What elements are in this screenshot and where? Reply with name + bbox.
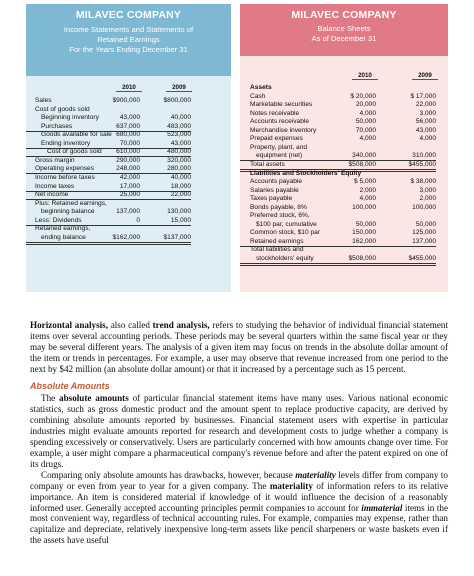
p2-text-a: The bbox=[41, 393, 60, 404]
balance-row-label: $100 par, cumulative bbox=[256, 220, 317, 228]
balance-row-value-2010: $ 20,000 bbox=[350, 92, 376, 100]
balance-row-value-2009: 50,000 bbox=[415, 220, 436, 228]
balance-row-value-2010: 50,000 bbox=[355, 118, 376, 126]
balance-row-label: equipment (net) bbox=[256, 152, 303, 160]
p3-text-d: items in the most convenient way, regardless of technical accounting rules. For example, companies may expense, rather than capitalize and depreciate, relatively inexpensive long-term assets like pencil sharpeners or waste baskets even if the assets have useful bbox=[30, 502, 449, 546]
balance-row-label: Cash bbox=[250, 92, 266, 100]
income-subtitle-2: Retained Earnings bbox=[97, 35, 160, 44]
income-row-label: Net income bbox=[35, 191, 69, 199]
balance-row-value-2009: 22,000 bbox=[415, 101, 436, 109]
balance-year-2009: 2009 bbox=[412, 72, 438, 80]
income-row-label: Beginning inventory bbox=[41, 114, 99, 122]
balance-row-label: Common stock, $10 par bbox=[250, 229, 320, 237]
income-statement-panel bbox=[26, 4, 231, 292]
income-row-value-2010: 17,000 bbox=[26, 183, 140, 192]
income-row-label: Ending inventory bbox=[41, 139, 91, 147]
term-materiality: materiality bbox=[295, 469, 336, 480]
income-row-label: Cost of goods sold bbox=[47, 148, 102, 156]
income-row-label: Sales bbox=[35, 97, 52, 104]
balance-row-label: Total assets bbox=[250, 160, 285, 168]
balance-row-value-2009: 3,000 bbox=[419, 109, 436, 117]
balance-row-value-2009: 2,000 bbox=[419, 195, 436, 203]
balance-sheet-header bbox=[240, 4, 448, 56]
balance-row-value-2009: 4,000 bbox=[419, 135, 436, 143]
balance-row-value-2009: 310,000 bbox=[240, 152, 436, 161]
balance-row-value-2010: 150,000 bbox=[352, 229, 376, 237]
income-row-label: Operating expenses bbox=[35, 165, 95, 173]
income-row-value-2010: 70,000 bbox=[26, 140, 140, 149]
term-absolute-amounts: absolute amounts bbox=[59, 393, 129, 404]
income-row-value-2010: 610,000 bbox=[26, 148, 140, 157]
balance-row-label: Accounts payable bbox=[250, 178, 303, 186]
balance-row-value-2010: 100,000 bbox=[352, 203, 376, 211]
income-row-value-2009: 18,000 bbox=[26, 183, 191, 192]
income-row-value-2009: 43,000 bbox=[26, 140, 191, 149]
balance-row-value-2010: 162,000 bbox=[240, 238, 376, 247]
income-row-label: Less: Dividends bbox=[35, 216, 82, 224]
p2-text-b: of particular financial statement items have many uses. Various national economic statistics, such as gross domestic product and the amount spent to replace productive capacity, are derived by combining absolute amounts reported by businesses. Financial statement users with expertise in particular industries might evaluate amounts reported for research and development costs to judge whether a company is spending excessively or conservatively. Users are particularly concerned with how amounts change over time. For example, a user might compare a pharmaceutical company's revenue before and after the patent expired on one of its drugs. bbox=[30, 393, 448, 469]
income-row-value-2010: 0 bbox=[26, 217, 140, 226]
balance-row-label: stockholders' equity bbox=[256, 255, 314, 262]
balance-row-value-2009: 43,000 bbox=[415, 126, 436, 134]
term-horizontal-analysis: Horizontal analysis, bbox=[30, 320, 108, 330]
balance-row-label: Prepaid expenses bbox=[250, 135, 303, 143]
balance-row-value-2010: 4,000 bbox=[359, 135, 376, 143]
balance-row-value-2010: $ 5,000 bbox=[354, 178, 376, 186]
income-row-value-2010: 680,000 bbox=[116, 131, 140, 139]
income-row-label: Purchases bbox=[41, 122, 73, 130]
income-row-label: beginning balance bbox=[41, 208, 95, 216]
paragraph-absolute-amounts bbox=[30, 393, 448, 469]
p3-text-a: Comparing only absolute amounts has drawbacks, however, because bbox=[41, 469, 296, 480]
income-row-value-2010: $900,000 bbox=[112, 97, 140, 104]
income-statement-header bbox=[26, 4, 231, 76]
p1-text-a: also called bbox=[108, 320, 153, 330]
income-row-value-2010: 43,000 bbox=[119, 114, 140, 122]
balance-row-label: Total liabilities and bbox=[250, 246, 304, 254]
balance-row-label: Retained earnings bbox=[250, 237, 304, 245]
income-subtitle-1: Income Statements and Statements of bbox=[63, 25, 194, 34]
balance-row-value-2009: 3,000 bbox=[419, 186, 436, 194]
income-row-value-2010: $162,000 bbox=[26, 234, 140, 245]
term-materiality-2: materiality bbox=[269, 480, 313, 491]
income-row-value-2009: 320,000 bbox=[167, 156, 191, 164]
balance-row-label: Assets bbox=[250, 84, 272, 91]
balance-row-value-2010: 4,000 bbox=[359, 195, 376, 203]
income-row-value-2010: 42,000 bbox=[119, 173, 140, 181]
term-immaterial: immaterial bbox=[361, 502, 403, 513]
balance-row-value-2009: 125,000 bbox=[412, 229, 436, 237]
balance-row-label: Notes receivable bbox=[250, 109, 300, 117]
balance-row-value-2009: $455,000 bbox=[240, 161, 436, 172]
income-year-2009: 2009 bbox=[166, 84, 192, 92]
income-row-value-2009: 130,000 bbox=[167, 208, 191, 216]
p3-text-c: of information refers to its relative importance. An item is considered material if knowledge of it would influence the decision of a reasonably informed user. Generally accepted accounting principles permit companies to account for bbox=[30, 480, 448, 513]
balance-subtitle-1: Balance Sheets bbox=[317, 24, 371, 33]
income-row-value-2009: 483,000 bbox=[26, 123, 191, 132]
balance-row-value-2010: 2,000 bbox=[359, 186, 376, 194]
income-row-label: Plus: Retained earnings, bbox=[35, 199, 107, 207]
income-subtitle-3: For the Years Ending December 31 bbox=[69, 45, 188, 54]
income-row-label: ending balance bbox=[41, 233, 86, 241]
paragraph-materiality bbox=[30, 470, 448, 546]
balance-row-label: Merchandise inventory bbox=[250, 126, 317, 134]
balance-row-label: Taxes payable bbox=[250, 195, 293, 203]
income-row-value-2010: 25,000 bbox=[26, 191, 140, 200]
balance-row-value-2009: $455,000 bbox=[240, 255, 436, 266]
income-row-label: Income taxes bbox=[35, 182, 75, 190]
balance-row-label: Salaries payable bbox=[250, 186, 299, 194]
income-row-value-2009: 40,000 bbox=[170, 114, 191, 122]
income-row-label: Gross margin bbox=[35, 156, 75, 164]
income-row-value-2009: 22,000 bbox=[26, 191, 191, 200]
balance-row-value-2010: $508,000 bbox=[240, 255, 376, 266]
income-row-value-2010: 137,000 bbox=[116, 208, 140, 216]
balance-row-value-2009: 100,000 bbox=[412, 203, 436, 211]
paragraph-horizontal-analysis bbox=[30, 320, 448, 375]
body-text bbox=[30, 320, 448, 546]
p1-text-b: refers to studying the behavior of individual financial statement items over several accounting periods. These periods may be several quarters within the same fiscal year or they may be several different years. The analysis of a given item may focus on trends in the absolute dollar amount of the item or trends in percentages. For example, a user may observe that revenue increased from one period to the next by $42 million (an absolute dollar amount) or that it increased by a percentage such as 15 percent. bbox=[30, 320, 448, 374]
income-row-value-2009: $800,000 bbox=[163, 97, 191, 104]
balance-row-value-2010: 50,000 bbox=[355, 220, 376, 228]
balance-row-value-2009: $ 17,000 bbox=[410, 92, 436, 100]
income-row-label: Retained earnings, bbox=[35, 225, 91, 233]
balance-row-label: Accounts receivable bbox=[250, 118, 310, 126]
income-company-name: MILAVEC COMPANY bbox=[75, 9, 182, 21]
section-heading: Absolute Amounts bbox=[30, 380, 110, 391]
income-row-value-2009: 280,000 bbox=[26, 165, 191, 174]
balance-company-name: MILAVEC COMPANY bbox=[291, 9, 397, 21]
balance-year-2010: 2010 bbox=[352, 72, 378, 80]
balance-row-value-2009: $ 38,000 bbox=[410, 178, 436, 186]
balance-row-label: Preferred stock, 6%, bbox=[250, 212, 310, 220]
balance-sheet-panel bbox=[240, 4, 448, 292]
p3-text-b: levels differ from company to company or even from year to year for a given company. The bbox=[30, 469, 448, 491]
income-row-value-2010: 248,000 bbox=[26, 165, 140, 174]
income-row-label: Cost of goods sold bbox=[35, 105, 90, 113]
balance-row-value-2009: 56,000 bbox=[415, 118, 436, 126]
income-row-value-2009: $137,000 bbox=[26, 234, 191, 245]
balance-row-value-2010: $508,000 bbox=[240, 161, 376, 172]
income-row-value-2009: 40,000 bbox=[170, 173, 191, 181]
income-row-value-2009: 15,000 bbox=[26, 217, 191, 226]
income-row-value-2009: 480,000 bbox=[26, 148, 191, 157]
balance-row-value-2010: 20,000 bbox=[355, 101, 376, 109]
term-trend-analysis: trend analysis, bbox=[152, 320, 210, 330]
income-row-label: Income before taxes bbox=[35, 173, 95, 181]
income-row-value-2010: 290,000 bbox=[116, 156, 140, 164]
balance-row-label: Marketable securities bbox=[250, 101, 313, 109]
balance-row-value-2009: 137,000 bbox=[240, 238, 436, 247]
balance-row-label: Bonds payable, 8% bbox=[250, 203, 307, 211]
balance-row-label: Property, plant, and bbox=[250, 143, 308, 151]
balance-row-label: Liabilities and Stockholders' Equity bbox=[250, 169, 362, 177]
income-row-label: Goods available for sale bbox=[41, 131, 112, 139]
balance-row-value-2010: 4,000 bbox=[359, 109, 376, 117]
balance-row-value-2010: 70,000 bbox=[355, 126, 376, 134]
income-row-value-2009: 523,000 bbox=[167, 131, 191, 139]
balance-subtitle-2: As of December 31 bbox=[311, 34, 377, 43]
balance-row-value-2010: 340,000 bbox=[240, 152, 376, 161]
income-year-2010: 2010 bbox=[116, 84, 142, 92]
income-row-value-2010: 637,000 bbox=[26, 123, 140, 132]
